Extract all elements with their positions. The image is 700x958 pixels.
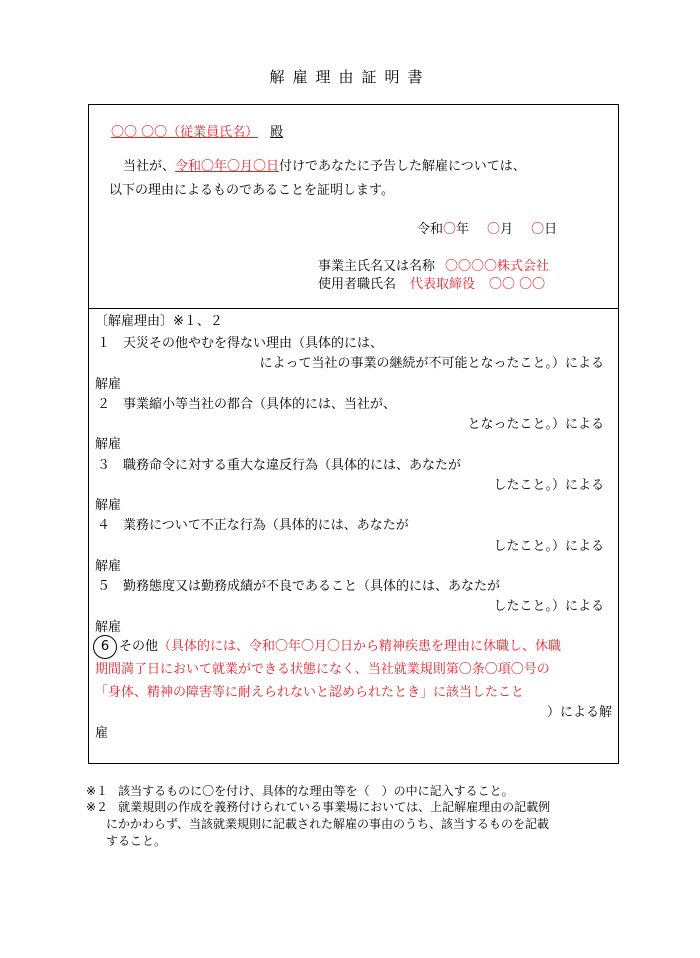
body-line-2: 以下の理由によるものであることを証明します。 bbox=[109, 183, 394, 198]
reason-4-line-1: ４ 業務について不正な行為（具体的には、あなたが bbox=[97, 518, 409, 533]
reason-6-detail-1: （具体的には、令和〇年〇月〇日から精神疾患を理由に休職し、休職 bbox=[158, 639, 562, 654]
date-month-unit: 月 bbox=[500, 222, 514, 237]
employer-label: 事業主氏名又は名称 bbox=[318, 259, 436, 274]
reason-6-line-3: 「身体、精神の障害等に耐えられないと認められたとき」に該当したこと bbox=[95, 685, 525, 700]
reason-3-line-1: ３ 職務命令に対する重大な違反行為（具体的には、あなたが bbox=[97, 458, 462, 473]
date-year-unit: 年 bbox=[456, 222, 470, 237]
reason-6-line-4: ）による解 bbox=[546, 705, 612, 720]
user-title: 代表取締役 bbox=[410, 277, 476, 292]
date-day-unit: 日 bbox=[544, 222, 558, 237]
reason-1-kaiko: 解雇 bbox=[95, 377, 122, 392]
reason-2-kaiko: 解雇 bbox=[95, 437, 122, 452]
note-2-line-2: にかかわらず、当該就業規則に記載された解雇の事由のうち、該当するものを記載 bbox=[106, 817, 550, 831]
document-title: 解雇理由証明書 bbox=[269, 68, 431, 86]
note-1-mark: ※１ bbox=[86, 784, 109, 798]
addressee-name: 〇〇 〇〇（従業員氏名） bbox=[111, 125, 259, 140]
section-divider bbox=[89, 308, 618, 309]
reason-6-line-2: 期間満了日において就業ができる状態になく、当社就業規則第〇条〇項〇号の bbox=[95, 662, 550, 677]
reason-1-line-1: １ 天災その他やむを得ない理由（具体的には、 bbox=[97, 336, 384, 351]
note-2-line-3: すること。 bbox=[106, 834, 167, 848]
reason-5-line-2: したこと。）による bbox=[493, 599, 604, 614]
reason-3-kaiko: 解雇 bbox=[95, 498, 122, 513]
date-era: 令和 bbox=[417, 222, 444, 237]
note-1-text: 該当するものに〇を付け、具体的な理由等を（ ）の中に記入すること。 bbox=[118, 784, 514, 798]
reason-6-line-5: 雇 bbox=[95, 726, 109, 741]
reasons-heading: 〔解雇理由〕※１、２ bbox=[95, 314, 223, 329]
user-name: 〇〇 〇〇 bbox=[489, 277, 546, 292]
user-line bbox=[318, 278, 545, 291]
employer-value: 〇〇〇〇株式会社 bbox=[445, 259, 550, 274]
reason-3-line-2: したこと。）による bbox=[493, 478, 604, 493]
date-day: 〇 bbox=[531, 222, 545, 237]
notice-date: 令和〇年〇月〇日 bbox=[175, 159, 280, 174]
reason-1-line-2: によって当社の事業の継続が不可能となったこと。）による bbox=[259, 356, 604, 371]
note-1 bbox=[86, 785, 514, 797]
reason-2-line-2: となったこと。）による bbox=[467, 417, 604, 432]
selected-circle-mark: 6 bbox=[93, 635, 117, 659]
reason-4-kaiko: 解雇 bbox=[95, 559, 122, 574]
issue-date bbox=[417, 223, 557, 236]
reason-4-line-2: したこと。）による bbox=[493, 539, 604, 554]
addressee-suffix: 殿 bbox=[270, 125, 284, 140]
certificate-box bbox=[88, 104, 619, 764]
body-line1-post: 付けであなたに予告した解雇については、 bbox=[279, 159, 526, 174]
note-2-mark: ※２ bbox=[86, 800, 109, 814]
employer-line bbox=[318, 260, 549, 273]
body-line-1 bbox=[123, 160, 526, 173]
reason-6-label: その他 bbox=[119, 639, 159, 654]
addressee-line bbox=[97, 126, 283, 139]
user-label: 使用者職氏名 bbox=[318, 277, 397, 292]
note-2 bbox=[86, 801, 550, 813]
note-2-line-1: 就業規則の作成を義務付けられている事業場においては、上記解雇理由の記載例 bbox=[118, 800, 551, 814]
body-line1-pre: 当社が、 bbox=[123, 159, 176, 174]
date-year: 〇 bbox=[443, 222, 457, 237]
reason-5-line-1: ５ 勤務態度又は勤務成績が不良であること（具体的には、あなたが bbox=[97, 579, 501, 594]
reason-6-line-1 bbox=[93, 635, 561, 659]
reason-5-kaiko: 解雇 bbox=[95, 620, 122, 635]
reason-2-line-1: ２ 事業縮小等当社の都合（具体的には、当社が、 bbox=[97, 397, 397, 412]
date-month: 〇 bbox=[487, 222, 501, 237]
